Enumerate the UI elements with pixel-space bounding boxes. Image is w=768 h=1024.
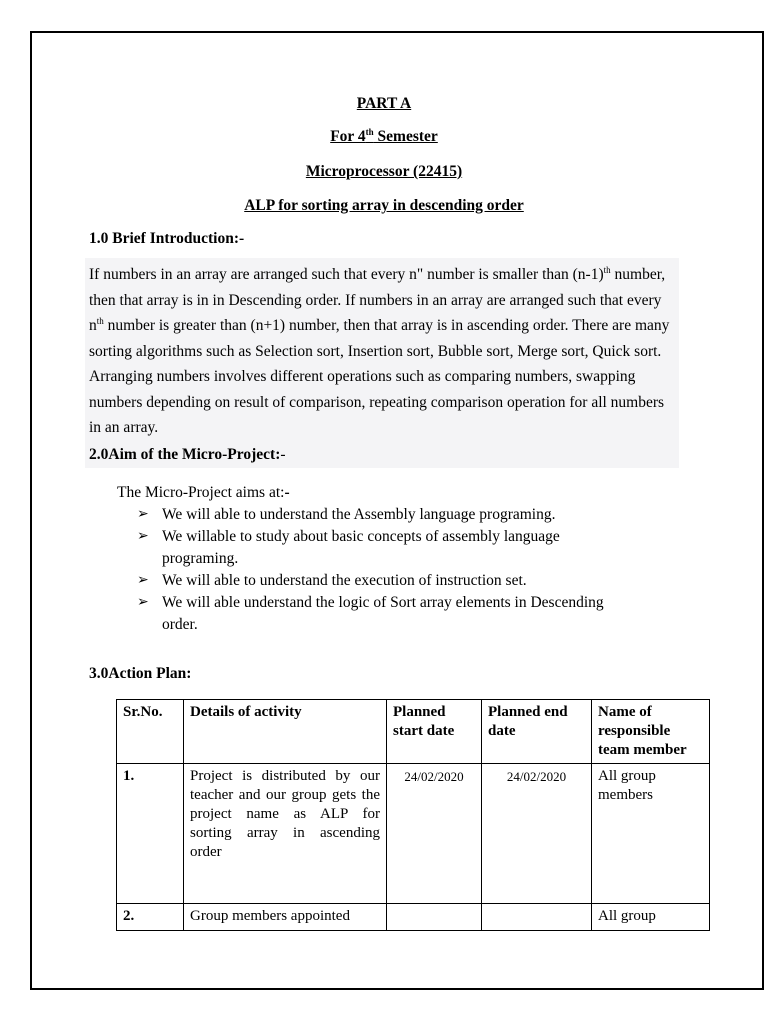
topic-title: ALP for sorting array in descending order	[244, 197, 524, 214]
table-row	[117, 904, 710, 931]
aim-item: ➢ We willable to study about basic concepts of assembly language programing.	[137, 528, 560, 567]
column-header-sr-no: Sr.No.	[117, 700, 184, 764]
row-member: All group	[592, 904, 710, 931]
column-header-end-date: Planned end date	[482, 700, 592, 764]
introduction-paragraph: If numbers in an array are arranged such that every n" number is smaller than $(n-1)^{th}$ number, then that array is in in Descending order. If numbers in an array are arranged such that every $n^{th}$ number is greater than (n+1) number, then that array is in ascending order. There are many sorting algorithms such as Selection sort, Insertion sort, Bubble sort, Merge sort, Quick sort. Arranging numbers involves different operations such as comparing numbers, swapping numbers depending on result of comparison, repeating comparison operation for all numbers in an array.	[89, 264, 670, 436]
aim-section	[117, 482, 632, 636]
part-title: PART A	[356, 95, 412, 112]
aim-heading: 2.0Aim of the Micro-Project:-	[89, 446, 286, 463]
column-header-member: Name of responsible team member	[592, 700, 710, 764]
aim-item: ➢ We will able to understand the Assembly language programing.	[117, 504, 632, 526]
aim-list	[117, 504, 632, 636]
arrow-bullet-icon: ➢	[137, 529, 149, 544]
semester-title: For 4th Semester	[330, 126, 438, 145]
introduction-heading: 1.0 Brief Introduction:-	[89, 230, 245, 247]
row-sr-no: 2.	[117, 904, 184, 931]
row-start-date	[387, 904, 482, 931]
subject-title: Microprocessor (22415)	[305, 163, 463, 180]
action-plan-table	[116, 699, 710, 931]
action-plan-heading: 3.0Action Plan:	[89, 665, 192, 682]
aim-item: ➢ We will able to understand the execution of instruction set.	[117, 570, 632, 592]
row-details: Project is distributed by our teacher and our group gets the project name as ALP for sorting array in ascending order	[184, 764, 387, 904]
row-start-date: 24/02/2020	[387, 764, 482, 904]
table-header-row	[117, 700, 710, 764]
aim-lead: The Micro-Project aims at:-	[117, 484, 290, 501]
row-details: Group members appointed	[184, 904, 387, 931]
row-end-date: 24/02/2020	[482, 764, 592, 904]
arrow-bullet-icon: ➢	[137, 595, 149, 610]
table-row	[117, 764, 710, 904]
column-header-start-date: Planned start date	[387, 700, 482, 764]
row-member: All group members	[592, 764, 710, 904]
row-end-date	[482, 904, 592, 931]
aim-item: ➢ We will able understand the logic of Sort array elements in Descending order.	[137, 594, 604, 633]
arrow-bullet-icon: ➢	[137, 573, 149, 588]
row-sr-no: 1.	[117, 764, 184, 904]
column-header-details: Details of activity	[184, 700, 387, 764]
arrow-bullet-icon: ➢	[137, 507, 149, 522]
